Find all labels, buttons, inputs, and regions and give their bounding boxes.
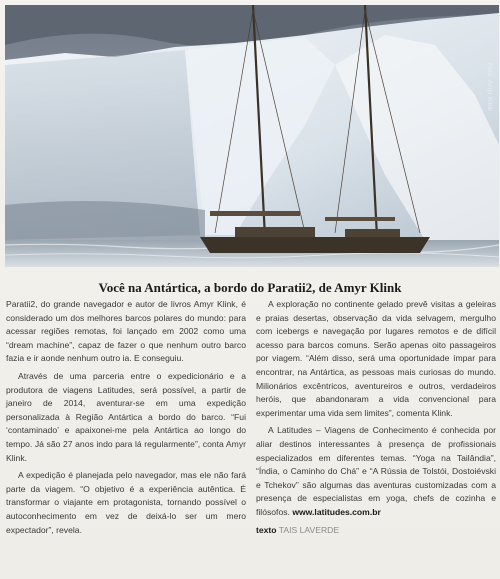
paragraph: A expedição é planejada pelo navegador, mas ele não fará parte da viagem. “O objetivo é a experiência autêntica. É transformar o viajante em protagonista, tornando possível o autoconhecimento em vez de deixá-lo ser um mero expectador”, revela. [6,470,246,535]
byline-label: texto [256,524,277,535]
photo-credit: Foto: Amyr Klink [486,63,492,112]
article-body [6,298,496,578]
antarctica-photo [5,5,499,267]
byline [256,524,496,538]
paragraph-text: A Latitudes – Viagens de Conhecimento é conhecida por aliar destinos interessantes à presença de profissionais especializados em diferentes temas. “Yoga na Tailândia”, “Índia, o Caminho do Chá” e “A Rússia de Tolstói, Dostoiévski e Tchekov” são algumas das aventuras customizadas com a presença de especialistas em yoga, chefs de cozinha e filósofos. [256,425,496,517]
paragraph [256,424,496,519]
byline-author: TAIS LAVERDE [278,524,340,535]
article-headline: Você na Antártica, a bordo do Paratii2, de Amyr Klink [98,280,402,295]
paragraph: Paratii2, do grande navegador e autor de livros Amyr Klink, é considerado um dos melhores barcos polares do mundo: para acessar regiões remotas, foi lançado em 2002 como uma “dream machine”, capaz de fazer o que nenhum outro barco fazia e ir aonde nenhum outro ia. E conseguiu. [6,299,246,364]
iceberg-sailboat-image [5,5,499,267]
paragraph: Através de uma parceria entre o expedicionário e a produtora de viagens Latitudes, será possível, a partir de janeiro de 2014, aventurar-se em uma expedição personalizada à Região Antártica a bordo do barco. “Fui ‘contaminado’ e apaixonei-me pela Antártica ao longo do tempo. Já são 27 anos indo para lá regularmente”, conta Amyr Klink. [6,370,246,463]
right-column [256,298,496,578]
website-link[interactable]: www.latitudes.com.br [292,506,381,517]
paragraph: A exploração no continente gelado prevê visitas a geleiras e praias desertas, observação da vida selvagem, mergulho com icebergs e navegação por lugares remotos e de difícil acesso para barcos comuns. Serão apenas oito passageiros por viagem. “Além disso, será uma oportunidade ímpar para encontrar, na Antártica, as pessoas mais curiosas do mundo. Milionários excêntricos, aventureiros e outros, verdadeiros heróis, que abandonaram a vida convencional para experimentar uma vida sem limites”, comenta Klink. [256,299,496,418]
left-column [6,298,246,578]
